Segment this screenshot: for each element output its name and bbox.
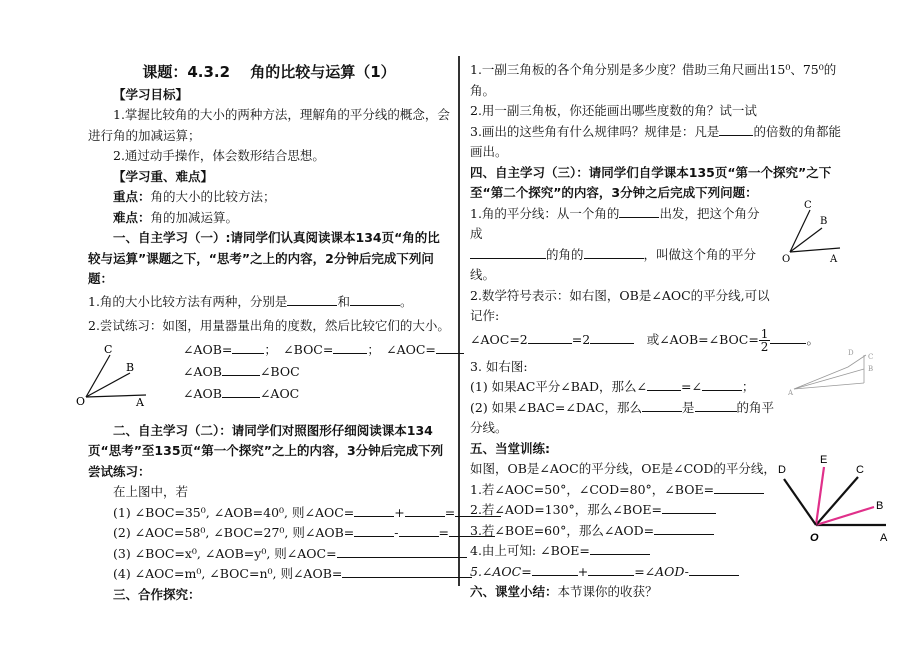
minus-sign: - <box>394 525 399 540</box>
answer-blank[interactable] <box>405 504 445 517</box>
answer-blank[interactable] <box>719 123 753 136</box>
training-5-text: 5.∠AOC= <box>470 563 532 579</box>
answer-blank[interactable] <box>354 504 394 517</box>
compare-aob: ∠AOB <box>183 363 222 379</box>
label-b: B <box>126 360 135 374</box>
goals-heading: 【学习目标】 <box>113 86 189 102</box>
bisector-text: 出发，把这个角分成 <box>470 205 760 241</box>
answer-blank[interactable] <box>287 293 337 306</box>
section-6-text: 本节课你的收获？ <box>557 584 658 599</box>
section-2-intro: 在上图中，若 <box>113 484 189 499</box>
training-5 <box>470 562 842 583</box>
label-c: C <box>104 342 113 356</box>
section-1-heading: 一、自主学习（一）:请同学们认真阅读课本134页“角的比较与运算”课题之下，“思考”之上的内容，2分钟后完成下列问题： <box>88 230 440 286</box>
training-5-tail: =∠AOD- <box>634 563 689 579</box>
answer-blank[interactable] <box>528 331 572 344</box>
difficulty-text: 角的加减运算。 <box>150 209 239 225</box>
measure-row <box>183 339 453 361</box>
label-c: C <box>856 464 864 476</box>
item-3 <box>470 122 842 163</box>
b3-2-is: 是 <box>682 399 695 415</box>
b3-1-eq: =∠ <box>680 379 702 394</box>
bisector-text: 1.角的平分线：从一个角的 <box>470 205 620 221</box>
label-c: C <box>804 199 812 211</box>
answer-blank[interactable] <box>342 565 472 578</box>
answer-blank[interactable] <box>532 563 578 576</box>
answer-blank[interactable] <box>590 542 650 555</box>
answer-blank[interactable] <box>770 331 806 344</box>
goal-1: 1.掌握比较角的大小的两种方法，理解角的平分线的概念，会进行角的加减运算； <box>88 107 450 143</box>
key-text: 角的大小的比较方法； <box>150 189 276 204</box>
item-2: 2.用一副三角板，你还能画出哪些度数的角？试一试 <box>470 103 757 118</box>
answer-blank[interactable] <box>399 524 439 537</box>
exercise-1 <box>88 503 456 524</box>
answer-blank[interactable] <box>590 331 634 344</box>
b3-2-end: 的角平分线。 <box>470 399 775 435</box>
label-e: E <box>820 454 828 466</box>
equals-sign: = <box>444 504 456 520</box>
measure-aob: ∠AOB= <box>183 341 233 357</box>
difficulty <box>88 208 450 229</box>
label-d: D <box>778 464 786 476</box>
compare-aoc: ∠AOC <box>259 385 300 401</box>
training-figure <box>774 449 894 547</box>
answer-blank[interactable] <box>642 399 682 412</box>
answer-blank[interactable] <box>333 341 367 354</box>
bisector-definition <box>470 204 770 286</box>
item-b3-2 <box>470 398 780 439</box>
answer-blank[interactable] <box>619 205 659 218</box>
label-a: A <box>136 395 144 407</box>
answer-blank[interactable] <box>337 545 467 558</box>
section-3-heading: 三、合作探究： <box>113 586 201 602</box>
b3-2-text: (2) 如果∠BAC=∠DAC，那么 <box>470 399 642 415</box>
compare-aob: ∠AOB <box>183 385 222 401</box>
notation-row <box>470 327 842 353</box>
label-c: C <box>868 352 874 361</box>
right-column <box>470 60 888 603</box>
bisector-figure <box>782 198 844 270</box>
answer-blank[interactable] <box>714 481 764 494</box>
fraction-denominator: 2 <box>760 339 769 354</box>
section-6 <box>470 582 842 603</box>
item-b3: 3. 如右图: <box>470 358 528 374</box>
period: 。 <box>806 331 819 347</box>
answer-blank[interactable] <box>695 399 737 412</box>
plus-sign: + <box>394 504 405 520</box>
key-point <box>88 187 450 208</box>
exercise-2 <box>88 523 450 544</box>
training-intro: 如图，OB是∠AOC的平分线，OE是∠COD的平分线， <box>470 461 776 476</box>
exercise-1-text: (1) ∠BOC=35⁰, ∠AOB=40⁰, 则∠AOC= <box>113 504 355 520</box>
bisector-block <box>470 199 842 327</box>
triangle-figure <box>788 347 878 397</box>
answer-blank[interactable] <box>584 246 644 259</box>
answer-blank[interactable] <box>232 341 264 354</box>
bisector-text: ，叫做这个角的平分线。 <box>470 246 757 282</box>
compare-row-1 <box>183 361 453 383</box>
label-a: A <box>788 388 794 397</box>
measure-boc: ； ∠BOC= <box>264 341 334 357</box>
label-o: O <box>76 394 86 407</box>
left-column <box>76 60 456 605</box>
label-b: B <box>868 364 874 373</box>
label-d: D <box>848 348 854 357</box>
measure-area <box>76 337 450 407</box>
training-1-text: 1.若∠AOC=50°，∠COD=80°，∠BOE= <box>470 481 715 497</box>
training-3-text: 3.若∠BOE=60°，那么∠AOD= <box>470 522 655 538</box>
question-1-text: 1.角的大小比较方法有两种，分别是 <box>88 293 288 309</box>
notation-aoc: ∠AOC=2 <box>470 331 528 347</box>
b3-1-end: ； <box>741 379 755 394</box>
notation-mid: =2 <box>571 331 591 347</box>
exercise-3-text: (3) ∠BOC=x⁰, ∠AOB=y⁰, 则∠AOC= <box>113 545 337 561</box>
answer-blank[interactable] <box>470 246 546 259</box>
goal-2: 2.通过动手操作，体会数形结合思想。 <box>113 148 325 163</box>
answer-blank[interactable] <box>689 563 739 576</box>
exercise-2-text: (2) ∠AOC=58⁰, ∠BOC=27⁰, 则∠AOB= <box>113 525 355 540</box>
right-figure-block <box>470 348 874 439</box>
training-block <box>470 454 888 582</box>
notation-aob: 或∠AOB=∠BOC= <box>646 331 759 347</box>
compare-boc: ∠BOC <box>259 363 300 379</box>
label-a: A <box>830 253 838 265</box>
label-o: O <box>782 253 791 265</box>
and-text: 和 <box>337 293 350 309</box>
measure-aoc: ； ∠AOC= <box>367 341 436 357</box>
symbol-notation: 2.数学符号表示：如右图，OB是∠AOC的平分线,可以记作: <box>470 287 770 323</box>
exercise-3 <box>88 544 450 565</box>
label-b: B <box>876 500 884 512</box>
lesson-title: 课题：4.3.2 角的比较与运算（1） <box>142 63 396 81</box>
section-2-heading: 二、自主学习（二）：请同学们对照图形仔细阅读课本134页“思考”至135页“第一个探究”之上的内容，3分钟后完成下列尝试练习： <box>88 422 444 479</box>
answer-blank[interactable] <box>662 501 716 514</box>
fraction-half <box>759 328 771 353</box>
answer-blank[interactable] <box>654 522 714 535</box>
fraction-numerator: 1 <box>760 326 769 341</box>
question-1: 1.角的大小比较方法有两种，分别是 和 。 <box>88 293 413 309</box>
answer-blank[interactable] <box>222 385 260 398</box>
compare-row-2 <box>183 383 453 405</box>
exercise-4 <box>88 564 450 585</box>
item-3-tail: 的倍数的角都能画出。 <box>470 123 841 159</box>
answer-blank[interactable] <box>436 341 464 354</box>
plus-sign: + <box>577 563 589 579</box>
answer-blank[interactable] <box>350 293 400 306</box>
answer-blank[interactable] <box>354 524 394 537</box>
difficulty-label: 难点： <box>113 209 151 225</box>
angle-figure-1 <box>74 339 184 407</box>
training-2-text: 2.若∠AOD=130°，那么∠BOE= <box>470 502 663 517</box>
key-label: 重点： <box>113 189 151 204</box>
question-2: 2.尝试练习：如图，用量器量出角的度数，然后比较它们的大小。 <box>88 318 450 333</box>
measure-rows <box>183 339 453 405</box>
equals-sign: = <box>438 525 449 540</box>
section-5-heading: 五、当堂训练: <box>470 440 550 456</box>
answer-blank[interactable] <box>647 378 681 391</box>
section-4-heading: 四、自主学习（三）：请同学们自学课本135页“第一个探究”之下至“第二个探究”的内容，3分钟之后完成下列问题： <box>470 164 832 200</box>
answer-blank[interactable] <box>702 378 742 391</box>
label-a: A <box>880 532 888 544</box>
item-3-text: 3.画出的这些角有什么规律吗？规律是：凡是 <box>470 123 720 139</box>
label-b: B <box>820 215 828 227</box>
label-o: O <box>810 532 819 544</box>
bisector-text: 的角的 <box>546 246 584 262</box>
key-points-heading: 【学习重、难点】 <box>113 168 214 184</box>
answer-blank[interactable] <box>588 563 634 576</box>
b3-1-text: (1) 如果AC平分∠BAD，那么∠ <box>470 379 647 394</box>
item-b3-1 <box>470 377 842 398</box>
answer-blank[interactable] <box>222 363 260 376</box>
section-6-heading: 六、课堂小结： <box>470 584 558 599</box>
training-4-text: 4.由上可知: ∠BOE= <box>470 543 590 558</box>
exercise-4-text: (4) ∠AOC=m⁰, ∠BOC=n⁰, 则∠AOB= <box>113 566 343 581</box>
item-1: 1.一副三角板的各个角分别是多少度？借助三角尺画出15⁰、75⁰的角。 <box>470 62 837 98</box>
